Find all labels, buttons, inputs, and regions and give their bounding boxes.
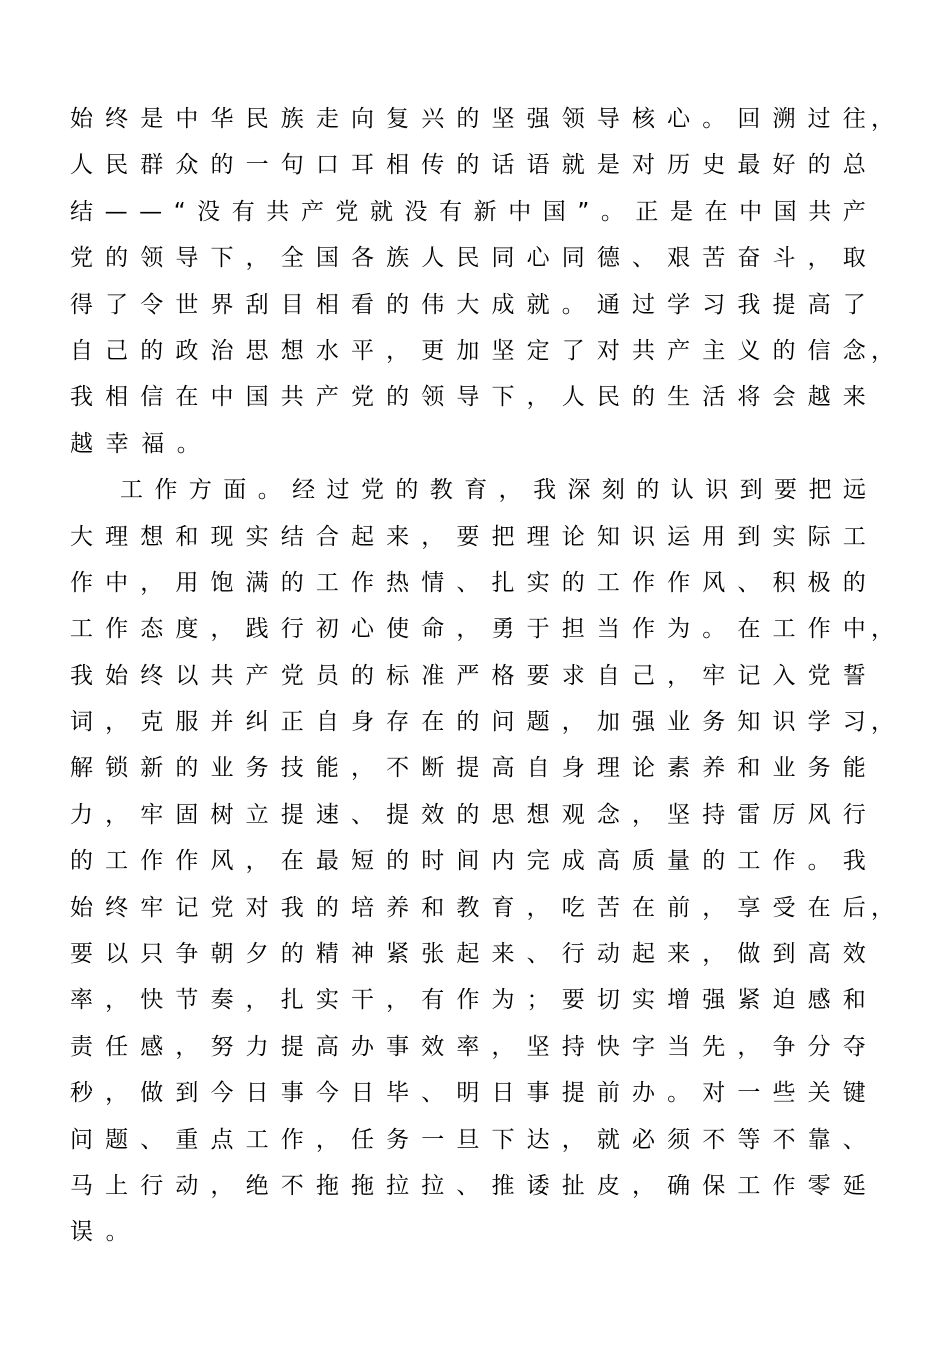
text-line: 秒 ， 做 到 今 日 事 今 日 毕 、 明 日 事 提 前 办 。 对 一 些 关 键 xyxy=(70,1080,866,1107)
text-line: 党 的 领 导 下 ， 全 国 各 族 人 民 同 心 同 德 、 艰 苦 奋 斗 ， 取 xyxy=(70,245,866,272)
text-line: 词 ， 克 服 并 纠 正 自 身 存 在 的 问 题 ， 加 强 业 务 知 识 学 习 ， xyxy=(70,699,866,745)
text-line: 得 了 令 世 界 刮 目 相 看 的 伟 大 成 就 。 通 过 学 习 我 提 高 了 xyxy=(70,291,866,318)
text-line: 始 终 是 中 华 民 族 走 向 复 兴 的 坚 强 领 导 核 心 。 回 溯 过 往 ， xyxy=(70,96,866,142)
text-line: 误 。 xyxy=(70,1219,129,1246)
hanging-punctuation: ， xyxy=(871,106,894,132)
body-text xyxy=(70,96,894,1256)
text-line: 的 工 作 作 风 ， 在 最 短 的 时 间 内 完 成 高 质 量 的 工 作 。 我 xyxy=(70,848,866,875)
text-line: 率 ， 快 节 奏 ， 扎 实 干 ， 有 作 为 ； 要 切 实 增 强 紧 迫 感 和 xyxy=(70,987,866,1014)
text-line: 自 己 的 政 治 思 想 水 平 ， 更 加 坚 定 了 对 共 产 主 义 的 信 念 ， xyxy=(70,328,866,374)
text-line: 工 作 态 度 ， 践 行 初 心 使 命 ， 勇 于 担 当 作 为 。 在 工 作 中 ， xyxy=(70,606,866,652)
hanging-punctuation: ， xyxy=(871,337,894,364)
text-line: 始 终 牢 记 党 对 我 的 培 养 和 教 育 ， 吃 苦 在 前 ， 享 受 在 后 ， xyxy=(70,885,866,931)
text-line: 力 ， 牢 固 树 立 提 速 、 提 效 的 思 想 观 念 ， 坚 持 雷 厉 风 行 xyxy=(70,801,866,828)
text-line: 问 题 、 重 点 工 作 ， 任 务 一 旦 下 达 ， 就 必 须 不 等 不 靠 、 xyxy=(70,1126,866,1153)
hanging-punctuation: ， xyxy=(871,894,894,921)
text-line: 大 理 想 和 现 实 结 合 起 来 ， 要 把 理 论 知 识 运 用 到 实 际 工 xyxy=(70,523,866,550)
hanging-punctuation: ， xyxy=(871,616,894,643)
text-line: 作 中 ， 用 饱 满 的 工 作 热 情 、 扎 实 的 工 作 作 风 、 积 极 的 xyxy=(70,569,866,596)
text-line: 解 锁 新 的 业 务 技 能 ， 不 断 提 高 自 身 理 论 素 养 和 业 务 能 xyxy=(70,755,866,782)
text-line: 人 民 群 众 的 一 句 口 耳 相 传 的 话 语 就 是 对 历 史 最 好 的 总 xyxy=(70,152,866,179)
text-line: 我 始 终 以 共 产 党 员 的 标 准 严 格 要 求 自 己 ， 牢 记 入 党 誓 xyxy=(70,662,866,689)
text-line: 结 — — “ 没 有 共 产 党 就 没 有 新 中 国 ” 。 正 是 在 中 国 共 产 xyxy=(70,198,866,225)
text-line: 马 上 行 动 ， 绝 不 拖 拖 拉 拉 、 推 诿 扯 皮 ， 确 保 工 作 零 延 xyxy=(70,1172,866,1199)
hanging-punctuation: ， xyxy=(871,709,894,736)
text-line: 工 作 方 面 。 经 过 党 的 教 育 ， 我 深 刻 的 认 识 到 要 把 远 xyxy=(120,477,866,504)
text-line: 责 任 感 ， 努 力 提 高 办 事 效 率 ， 坚 持 快 字 当 先 ， 争 分 夺 xyxy=(70,1033,866,1060)
text-line: 我 相 信 在 中 国 共 产 党 的 领 导 下 ， 人 民 的 生 活 将 会 越 来 xyxy=(70,384,866,411)
text-line: 要 以 只 争 朝 夕 的 精 神 紧 张 起 来 、 行 动 起 来 ， 做 到 高 效 xyxy=(70,941,866,968)
text-line: 越 幸 福 。 xyxy=(70,430,200,457)
